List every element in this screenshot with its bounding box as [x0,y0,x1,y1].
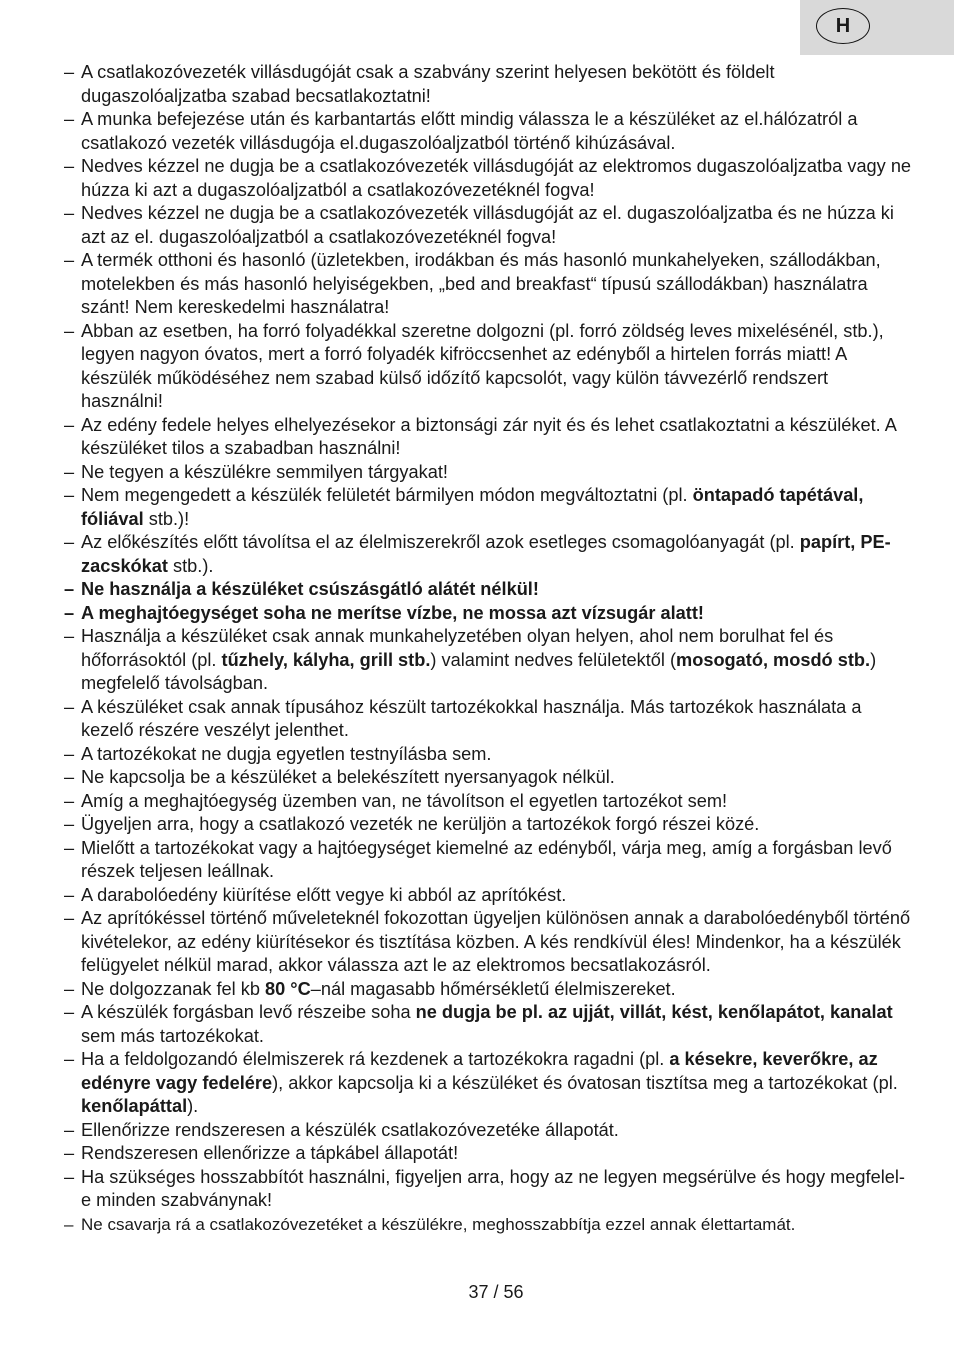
safety-instructions-list [64,61,912,1236]
list-item-warning: – A meghajtóegységet soha ne merítse vízbe, ne mossa azt vízsugár alatt! [64,602,912,626]
list-item: – Mielőtt a tartozékokat vagy a hajtóegységet kiemelné az edényből, várja meg, amíg a forgásban levő részek teljesen leállnak. [64,837,912,884]
list-item: – Az edény fedele helyes elhelyezésekor a biztonsági zár nyit és és lehet csatlakoztatni a készüléket. A készüléket tilos a szabadban használni! [64,414,912,461]
list-item: – Amíg a meghajtóegység üzemben van, ne távolítson el egyetlen tartozékot sem! [64,790,912,814]
list-item: – Abban az esetben, ha forró folyadékkal szeretne dolgozni (pl. forró zöldség leves mixelésénél, stb.), legyen nagyon óvatos, mert a forró folyadék kifröccsenhet az edényből a hirtelen forrás miatt! A készülék működéséhez nem szabad külső időzítő kapcsolót, vagy külön távvezérlő rendszert használni! [64,320,912,414]
list-item: – A tartozékokat ne dugja egyetlen testnyílásba sem. [64,743,912,767]
list-item: – A készülék forgásban levő részeibe soha ne dugja be pl. az ujját, villát, kést, kenőlapátot, kanalat sem más tartozékokat. [64,1001,912,1048]
list-item: – A készüléket csak annak típusához készült tartozékokkal használja. Más tartozékok használata a kezelő részére veszélyt jelenthet. [64,696,912,743]
list-item: – Nedves kézzel ne dugja be a csatlakozóvezeték villásdugóját az elektromos dugaszolóaljzatba vagy ne húzza ki azt a dugaszolóaljzatból a csatlakozóvezetéknél fogva! [64,155,912,202]
language-badge: H [816,8,870,44]
list-item: – Ügyeljen arra, hogy a csatlakozó vezeték ne kerüljön a tartozékok forgó részei közé. [64,813,912,837]
list-item: – Ne tegyen a készülékre semmilyen tárgyakat! [64,461,912,485]
list-item: – A munka befejezése után és karbantartás előtt mindig válassza le a készüléket az el.hálózatról a csatlakozó vezeték villásdugója el.dugaszolóaljzatból történő kihúzásával. [64,108,912,155]
language-tab [800,0,954,55]
list-item: – Rendszeresen ellenőrizze a tápkábel állapotát! [64,1142,912,1166]
list-item: – Nedves kézzel ne dugja be a csatlakozóvezeték villásdugóját az el. dugaszolóaljzatba és ne húzza ki azt az el. dugaszolóaljzatból a csatlakozóvezetéknél fogva! [64,202,912,249]
list-item: – Az előkészítés előtt távolítsa el az élelmiszerekről azok esetleges csomagolóanyagát (pl. papírt, PE-zacskókat stb.). [64,531,912,578]
list-item: – A termék otthoni és hasonló (üzletekben, irodákban és más hasonló munkahelyeken, szállodákban, motelekben és más hasonló helyiségekben, „bed and breakfast“ típusú szállodákban) használatra szánt! Nem kereskedelmi használatra! [64,249,912,320]
list-item: – Nem megengedett a készülék felületét bármilyen módon megváltoztatni (pl. öntapadó tapétával, fóliával stb.)! [64,484,912,531]
list-item: – A darabolóedény kiürítése előtt vegye ki abból az aprítókést. [64,884,912,908]
list-item: – Használja a készüléket csak annak munkahelyzetében olyan helyen, ahol nem borulhat fel és hőforrásoktól (pl. tűzhely, kályha, grill stb.) valamint nedves felületektől (mosogató, mosdó stb.) megfelelő távolságban. [64,625,912,696]
list-item: – A csatlakozóvezeték villásdugóját csak a szabvány szerint helyesen bekötött és földelt dugaszolóaljzatba szabad becsatlakoztatni! [64,61,912,108]
list-item: – Ne csavarja rá a csatlakozóvezetéket a készülékre, meghosszabbítja ezzel annak élettartamát. [64,1213,912,1237]
list-item: – Az aprítókéssel történő műveleteknél fokozottan ügyeljen különösen annak a darabolóedényből történő kivételekor, az edény kiürítésekor és tisztítása közben. A kés rendkívül éles! Mindenkor, ha a készülék felügyelet nélkül marad, akkor válassza azt le az elektromos becsatlakozásról. [64,907,912,978]
list-item-warning: – Ne használja a készüléket csúszásgátló alátét nélkül! [64,578,912,602]
list-item: – Ne dolgozzanak fel kb 80 °C–nál magasabb hőmérsékletű élelmiszereket. [64,978,912,1002]
page-number: 37 / 56 [468,1282,524,1302]
list-item: – Ha a feldolgozandó élelmiszerek rá kezdenek a tartozékokra ragadni (pl. a késekre, keverőkre, az edényre vagy fedelére), akkor kapcsolja ki a készüléket és óvatosan tisztítsa meg a tartozékokat (pl. kenőlapáttal). [64,1048,912,1119]
list-item: – Ha szükséges hosszabbítót használni, figyeljen arra, hogy az ne legyen megsérülve és hogy megfelel-e minden szabványnak! [64,1166,912,1213]
list-item: – Ellenőrizze rendszeresen a készülék csatlakozóvezetéke állapotát. [64,1119,912,1143]
list-item: – Ne kapcsolja be a készüléket a belekészített nyersanyagok nélkül. [64,766,912,790]
